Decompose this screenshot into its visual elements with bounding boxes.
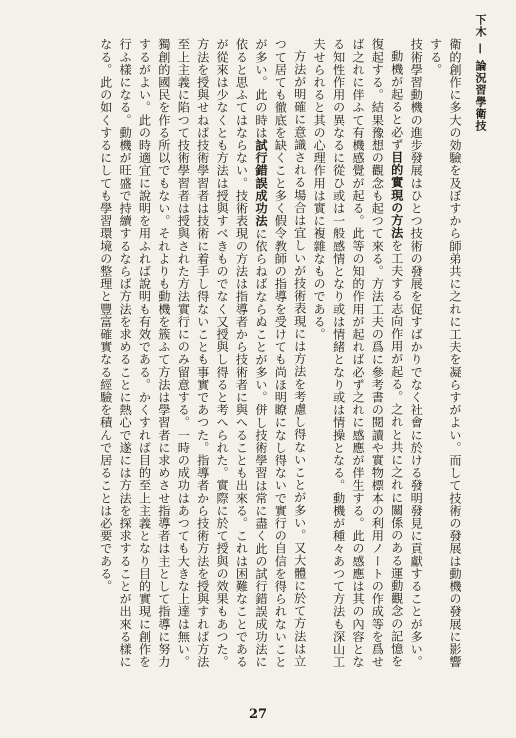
emphasized-text: 目的實現の方法 [389, 151, 404, 240]
paragraph [309, 38, 406, 678]
paragraph [95, 38, 308, 678]
text-run: 方法が明確に意識される場合は宜しいが技術表現には方法を考慮し得ないことが多い。又大體に於て方法は立つて居ても徹底を缺くこと多く假令教師の指導を受けても尚ほ明瞭になし得ないで實行の自信を得られないことが多い。此の時は [253, 38, 307, 668]
emphasized-text: 試行錯誤成功法 [253, 138, 268, 228]
running-head: 下木 — 論況習學衛技 [474, 14, 487, 132]
paragraph [406, 38, 425, 678]
text-run: を工夫する志向作用が起る。之れと共に之れに關係のある運動觀念の記憶を復起する。結果豫想の觀念も起つて來る。方法工夫の爲に參考書の閱讀や實物標本の利用ノートの作成等を爲せば之れに伴ふて有機感覺が起る。此等の知的作用が起れば必ず之れに感應が伴生する。此の感應は其の內容となる知性作用の異なるに從ひ或は一般感情となり或は情緒となり或は情操となる。動機が種々あつて方法も深山工夫せられると其の心理作用は實に複雜なものである。 [312, 38, 404, 668]
paragraph [425, 38, 464, 678]
text-run: 衛的創作に多大の効驗を及ぼすから師弟共に之れに工夫を凝らすがよい。而して技術の發展は動機の發展に影響する。 [428, 38, 462, 668]
text-run: 動機が起ると必ず [389, 50, 404, 151]
text-run: 技術學習動機の進步發展はひとつ技術の發展を促すばかりでなく社會に於ける發明發見に貢獻することが多い。 [409, 38, 424, 668]
text-run: に依らねばならぬことが多い。併し技術學習は常に盡く此の試行錯誤成功法に依ると思ふてはならない。技術表現の方法は指導者から技術者に與へることも出來る。これは困難なことであるが從來は少なくとも方法は授與すべきものでなく又授與し得ると考へられた。實際に於て授與の效果もあつた。方法を授與せねば技術學習者は技術に着手し得ないことも事實であつた。指導者から技術方法を授與すれば方法至上主義に陷つて技術學習者は授與された方法實行にのみ留意する。一時の成功はあつても大きな上達は無い。獨創的國民を作る所以でもない。それよりも動機を簇ふて方法は學習者に求めさせ指導者は主として指導に努力するがよい。此の時適宜に說明を用ふれば說明も有效である。かくすれば目的至上主義となり目的實現に創作を行ふ樣になる。動機が旺盛で持續するならば方法を求めることに熱心で遂には方法を探求することが出來る樣になる。此の如くするにしても學習環境の整理と豐富確實なる經驗を積んで居ることは必要である。 [98, 38, 268, 669]
page-number: 27 [248, 707, 268, 722]
body-text [34, 38, 464, 678]
